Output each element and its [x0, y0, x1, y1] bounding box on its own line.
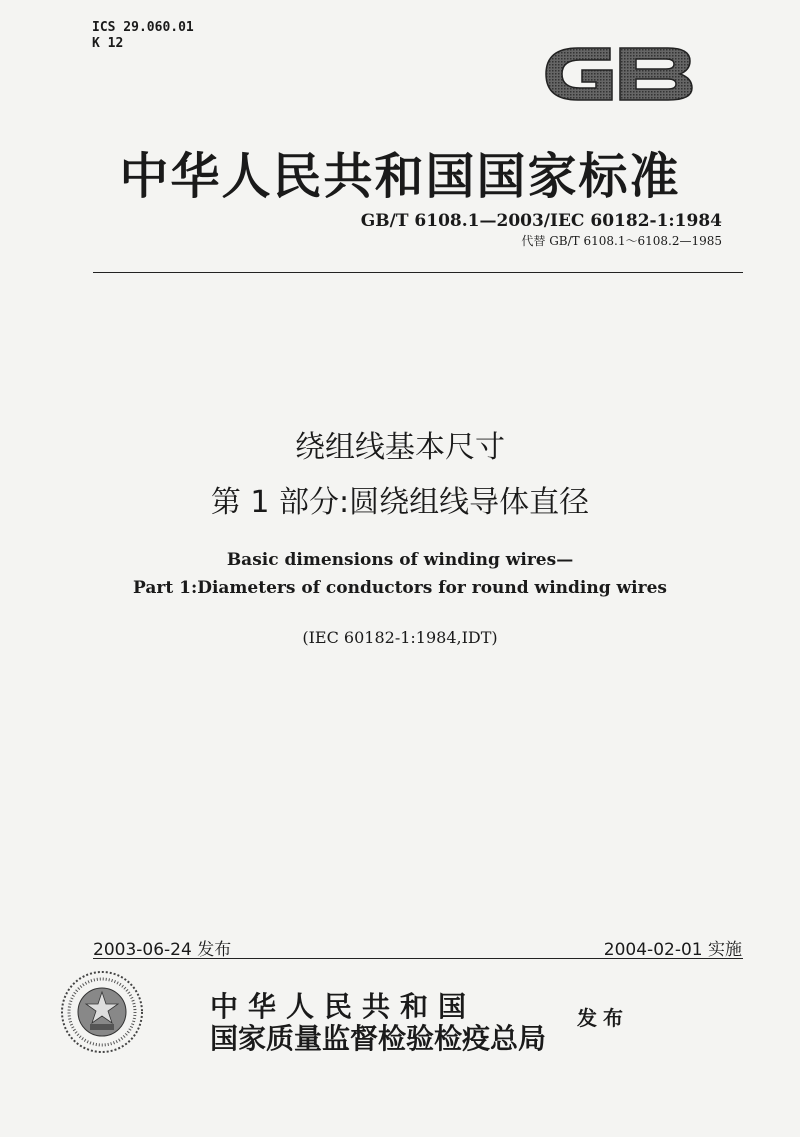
- implementation-date: 2004-02-01 实施: [603, 940, 742, 960]
- national-standard-title: 中华人民共和国国家标准: [119, 148, 681, 205]
- logo-text: GB: [540, 34, 542, 35]
- national-emblem-seal: [60, 970, 144, 1054]
- classification-codes: [92, 20, 194, 52]
- title-en-main: Basic dimensions of winding wires—: [226, 550, 574, 570]
- gb-logo: [540, 34, 698, 114]
- title-zh-main: 绕组线基本尺寸: [295, 430, 505, 465]
- title-zh-part: 第 1 部分:圆绕组线导体直径: [210, 485, 590, 520]
- title-en-part: Part 1:Diameters of conductors for round winding wires: [133, 578, 667, 598]
- replaces-note: 代替 GB/T 6108.1～6108.2—1985: [521, 234, 722, 248]
- ics-code: ICS 29.060.01: [92, 20, 194, 35]
- publisher-line-2: 国家质量监督检验检疫总局: [210, 1022, 547, 1055]
- header-divider: [93, 272, 743, 273]
- ccs-code: K 12: [92, 36, 124, 51]
- publish-label: 发布: [577, 1006, 629, 1030]
- footer-divider: [93, 958, 743, 959]
- publisher-line-1: 中华人民共和国: [210, 990, 477, 1023]
- issue-date: 2003-06-24 发布: [93, 940, 232, 960]
- standard-number: GB/T 6108.1—2003/IEC 60182-1:1984: [360, 211, 722, 231]
- iec-equivalence: (IEC 60182-1:1984,IDT): [302, 628, 498, 647]
